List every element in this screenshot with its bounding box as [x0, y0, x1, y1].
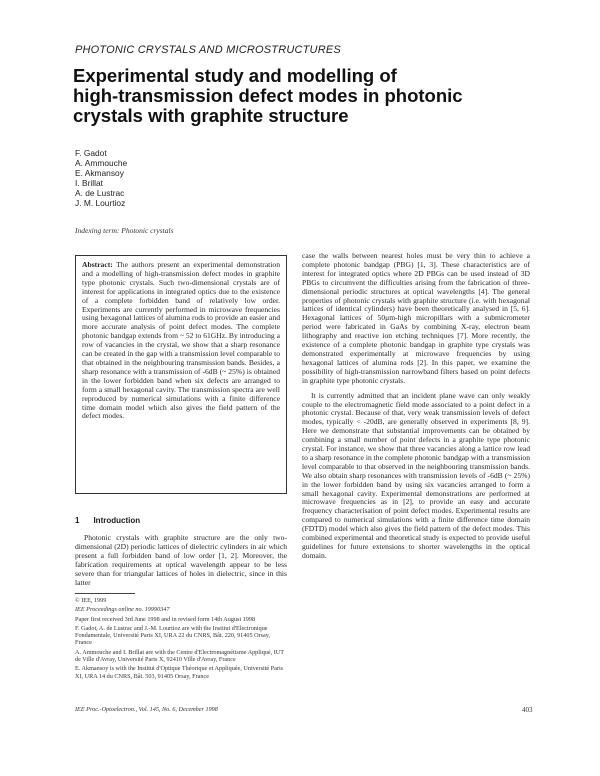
abstract-box — [75, 255, 287, 494]
author: E. Akmansoy — [75, 168, 124, 178]
affiliation: E. Akmansoy is with the Institut d'Optique Théorique et Appliquée, Université Paris XI, URA 14 du CNRS, Bât. 503, 91405 Orsay, France — [75, 665, 284, 680]
section-title: Introduction — [93, 516, 141, 525]
title-line-1: Experimental study and modelling of — [73, 65, 397, 86]
copyright-notice: © IEE, 1999 — [75, 597, 107, 604]
author: I. Brillat — [75, 178, 103, 188]
section-header: PHOTONIC CRYSTALS AND MICROSTRUCTURES — [75, 44, 341, 56]
footnotes — [75, 597, 287, 682]
paper-title — [73, 66, 543, 126]
journal-citation: IEE Proc.-Optoelectron., Vol. 145, No. 6, December 1998 — [75, 706, 218, 713]
affiliation: A. Ammouche and I. Brillat are with the Centre d'Electromagnétisme Appliqué, IUT de Ville d'Avray, Université Paris X, 92410 Ville d'Avray, France — [75, 648, 284, 664]
author: A. Ammouche — [75, 158, 128, 168]
section-number: 1 — [75, 516, 80, 525]
author: F. Gadot — [75, 148, 107, 158]
abstract-text: The authors present an experimental demonstration and a modelling of high-transmission defect modes in graphite type photonic crystals. Such two-dimensional crystals are of interest for applications in integrated optics due to the existence of a complete forbidden band of relatively low order. Experiments are currently performed in microwave frequencies using hexagonal lattices of alumina rods to provide an easier and more accurate analysis of point defect modes. The complete photonic bandgap extends from ~ 52 to 61GHz. By introducing a row of vacancies in the crystal, we show that a sharp resonance can be created in the gap with a transmission level comparable to that obtained in the neighbouring transmission bands. Besides, a sharp resonance with a transmission of -6dB (~ 25%) is obtained in the lower forbidden band when six defects are arranged to form a small hexagonal cavity. The transmission spectra are well reproduced by numerical simulations with a finite difference time domain model which also gives the field pattern of the defect modes. — [82, 260, 280, 421]
affiliation: F. Gadot, A. de Lustrac and J.-M. Lourtioz are with the Institut d'Electronique Fondamentale, Université Paris XI, URA 22 du CNRS, Bât. 220, 91405 Orsay, France — [75, 624, 271, 647]
paper-received-info: Paper first received 3rd June 1998 and in revised form 14th August 1998 — [75, 615, 256, 623]
page-number: 403 — [522, 706, 533, 714]
body-paragraph: case the walls between nearest holes must be very thin to achieve a complete photonic bandgap (PBG) [1, 3]. These characteristics are of interest for integrated optics where 2D PBGs can be used instead of 3D PBGs to circumvent the difficulties arising from the fabrication of three-dimensional periodic structures at optical wavelengths [4]. The general properties of photonic crystals with graphite structure (i.e. with hexagonal lattices of identical cylinders) have been theoretically analysed in [5, 6]. Hexagonal lattices of 50μm-high micropillars with a submicrometer period were fabricated in GaAs by combining X-ray, electron beam lithography and reactive ion etching techniques [7]. More recently, the existence of a complete photonic bandgap in graphite type crystals was demonstrated experimentally at microwave frequencies by using hexagonal lattices of alumina rods [2]. In this paper, we examine the possibility of high-transmission narrowband filters based on point defects in graphite type photonic crystals. — [302, 251, 530, 385]
intro-body — [75, 534, 287, 587]
author-list — [75, 148, 127, 208]
title-line-3: crystals with graphite structure — [73, 105, 349, 126]
footnote-rule — [75, 593, 135, 594]
intro-paragraph: Photonic crystals with graphite structure are the only two-dimensional (2D) periodic lattices of dielectric cylinders in air which present a full forbidden band of low order [1, 2]. Moreover, the fabrication requirements at optical wavelength appear to be less severe than for triangular lattices of holes in dielectric, since in this latter — [75, 533, 287, 587]
body-paragraph: It is currently admitted that an incident plane wave can only weakly couple to the electromagnetic field mode associated to a point defect in a photonic crystal. Because of that, very weak transmission levels of defect modes, typically < -20dB, are generally observed in experiments [8, 9]. Here we demonstrate that substantial improvements can be obtained by combining a small number of point defects in a graphite type photonic crystal. For instance, we show that three vacancies along a lattice row lead to a sharp resonance in the complete photonic bandgap with a transmission level comparable to that observed in the neighbouring transmission bands. We also obtain sharp resonances with transmission levels of -6dB (~ 25%) in the lower forbidden band by using six vacancies arranged to form a small hexagonal cavity. Experimental demonstrations are performed at microwave frequencies as in [2], to provide an easy and accurate frequency characterisation of point defect modes. Experimental results are compared to numerical simulations with a finite difference time domain (FDTD) model which also gives the field pattern of the defect modes. This combined experimental and theoretical study is expected to provide useful guidelines for future extensions to shorter wavelengths in the optical domain. — [302, 390, 530, 560]
author: A. de Lustrac — [75, 188, 125, 198]
intro-heading — [75, 516, 140, 525]
title-line-2: high-transmission defect modes in photonic — [73, 85, 463, 106]
proceedings-id: IEE Proceedings online no. 19990347 — [75, 606, 170, 614]
right-column — [302, 252, 530, 561]
author: J. M. Lourtioz — [75, 198, 126, 208]
abstract-label: Abstract: — [82, 260, 113, 269]
indexing-terms: Indexing term: Photonic crystals — [75, 226, 174, 235]
